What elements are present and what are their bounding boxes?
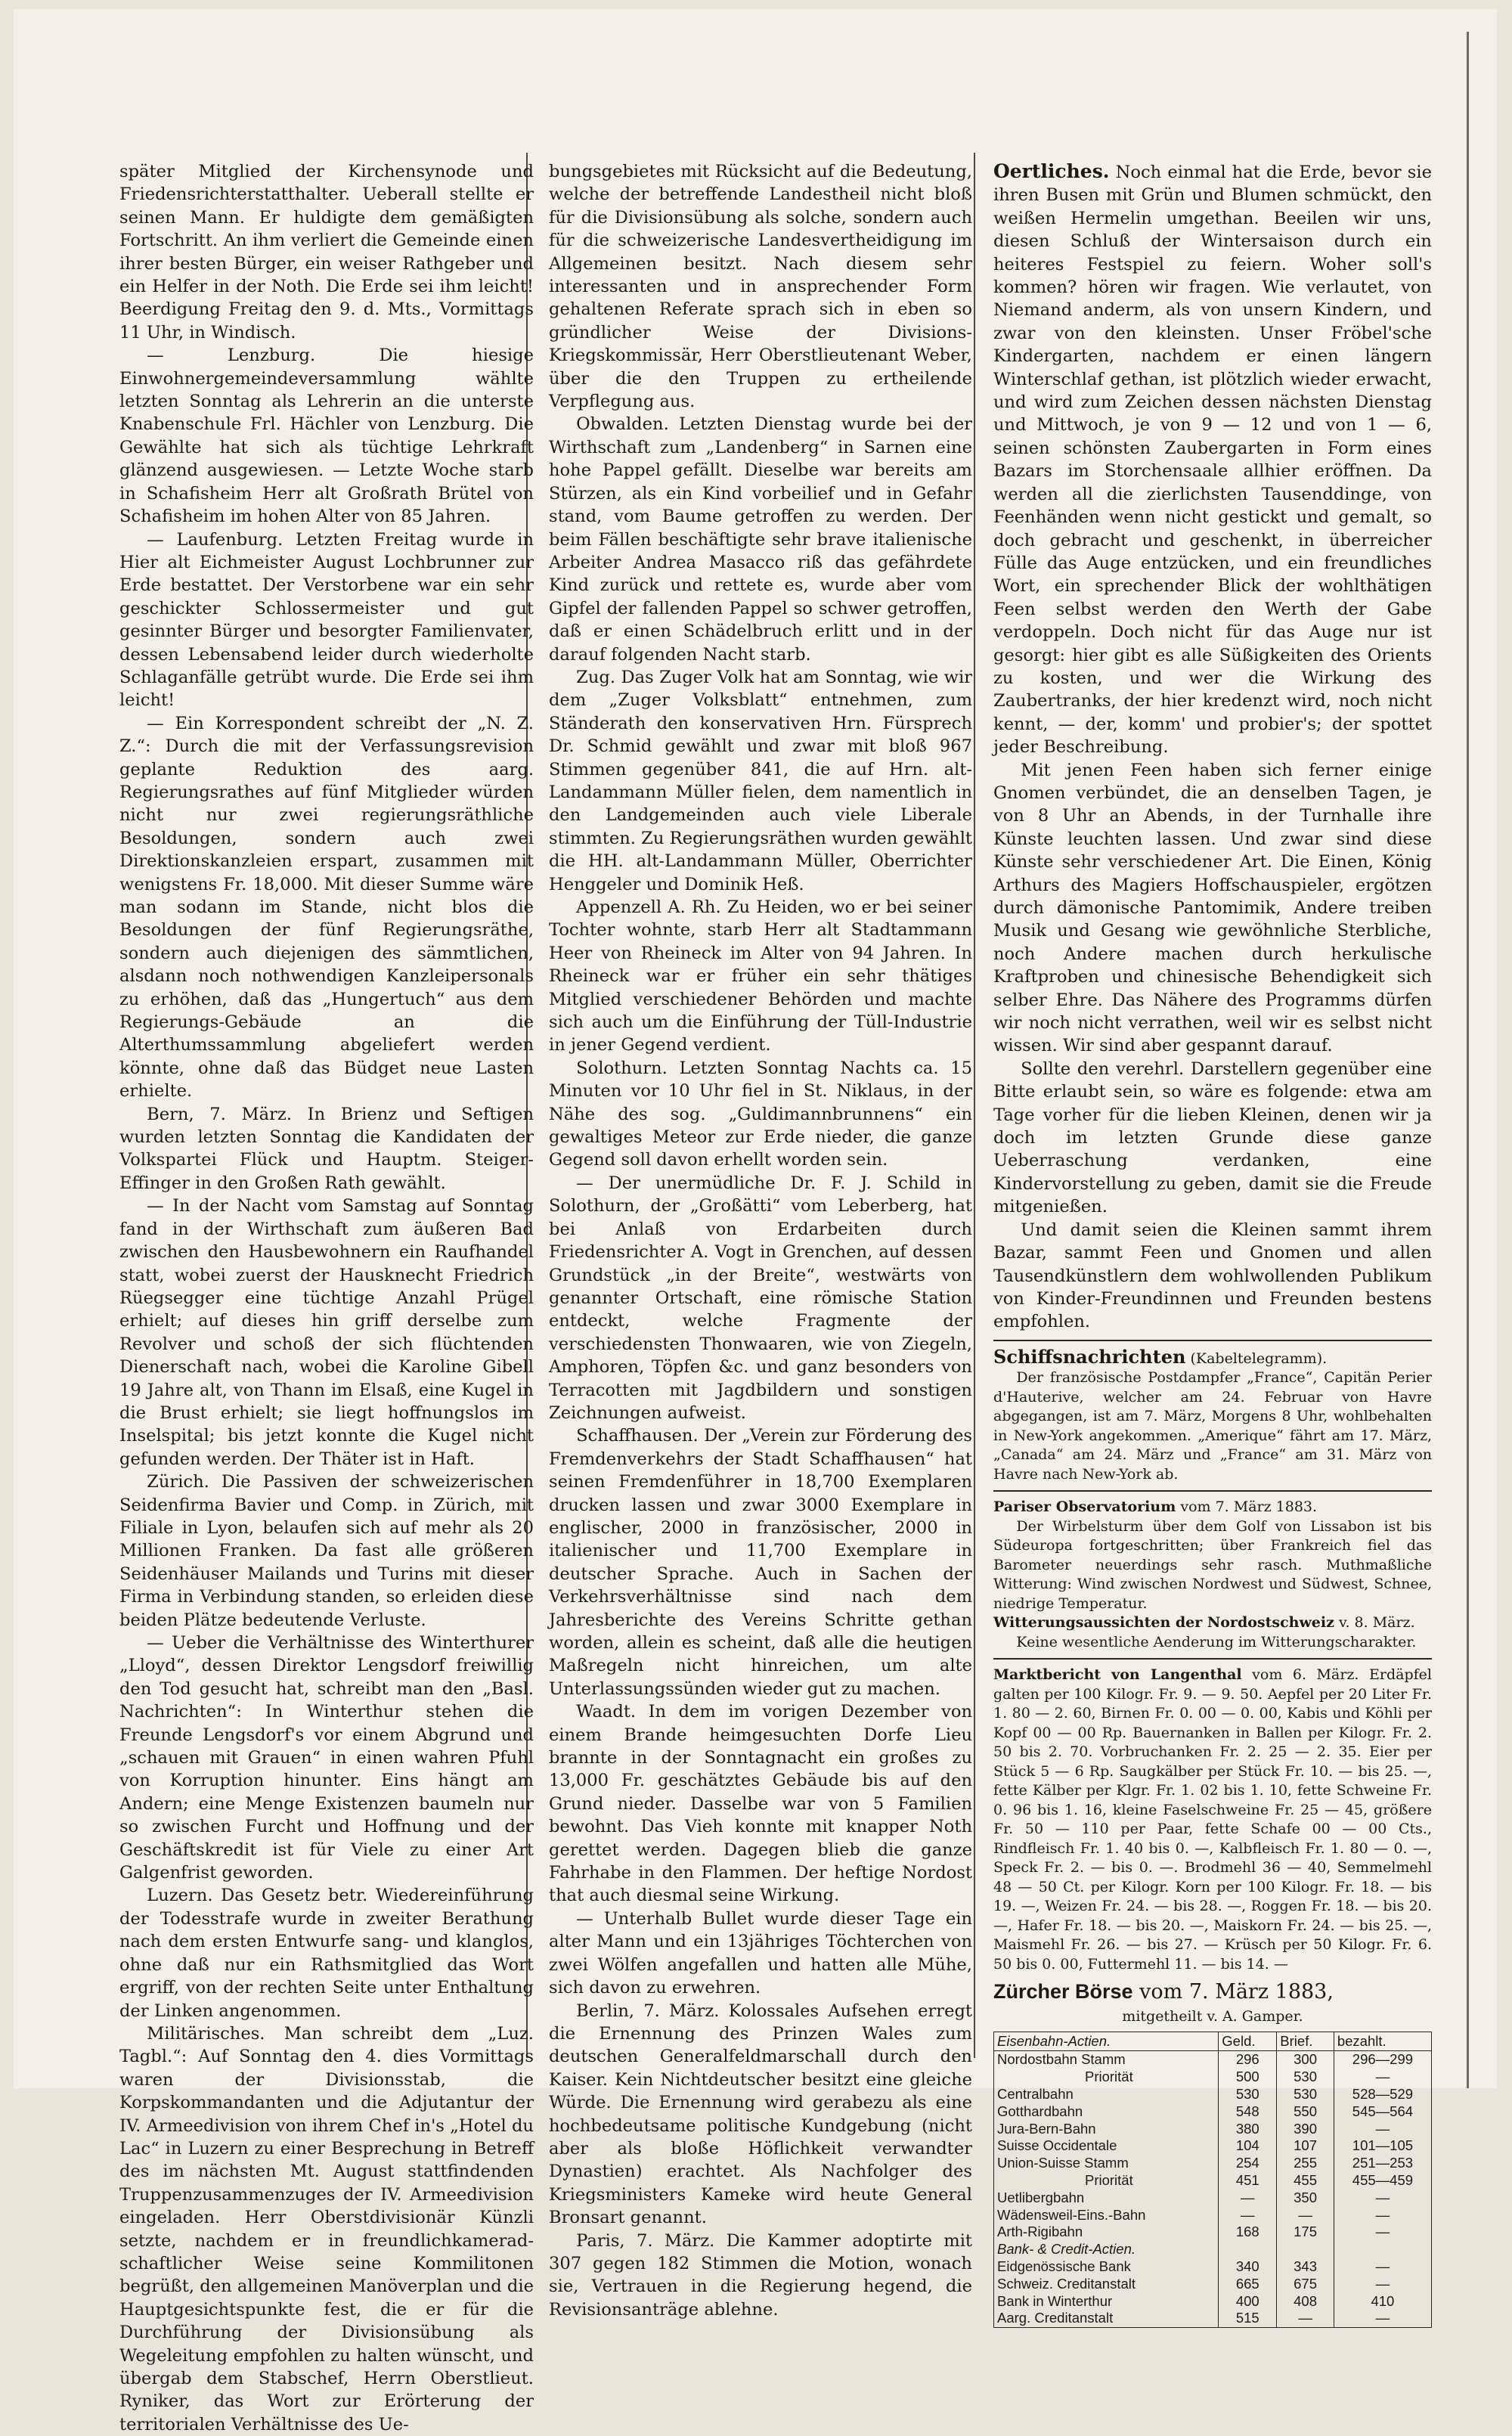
boerse-date: vom 7. März 1883, (1139, 1980, 1334, 2004)
article-lenzburg: — Lenzburg. Die hiesige Einwohnergemeindeversammlung wählte letzten Sonntag als Lehrerin an die unterste Knabenschule Frl. Hächler von Lenzburg. Die Gewählte hat sich als tüchtige Lehrkraft glänzend ausgewiesen. — Letzte Woche starb in Schafisheim Herr alt Großrath Brütel von Schafisheim im hohen Alter von 85 Jahren. (119, 346, 534, 527)
page-fold-line (1467, 32, 1469, 2088)
column-3 (993, 160, 1432, 2328)
boerse-cell-value: 408 (1277, 2293, 1334, 2310)
column-1 (119, 160, 534, 2436)
schiffsnachrichten (993, 1347, 1432, 1485)
boerse-heading (993, 1979, 1432, 2005)
article-solothurn: Solothurn. Letzten Sonntag Nachts ca. 15 Minuten vor 10 Uhr fiel in St. Niklaus, in der Nähe des sog. „Guldimannbrunnens“ ein gewaltiges Meteor zur Erde nieder, die ganze Gegend soll davon erhellt worden sein. (549, 1058, 972, 1170)
boerse-cell-value: 343 (1277, 2258, 1334, 2276)
column-2 (549, 160, 972, 2321)
boerse-cell-value: 515 (1219, 2310, 1277, 2327)
boerse-cell-value: 530 (1277, 2086, 1334, 2103)
boerse-title: Zürcher Börse (993, 1980, 1133, 2004)
article-appenzell: Appenzell A. Rh. Zu Heiden, wo er bei seiner Tochter wohnte, starb Herr alt Stadtammann Heer von Rheineck im Alter von 94 Jahren. In Rheineck war er früher ein sehr thätiges Mitglied verschiedener Behörden und machte sich auch um die Einführung der Tüll-Industrie in jener Gegend verdient. (549, 897, 972, 1055)
boerse-cell-value (1277, 2241, 1334, 2258)
boerse-cell-value: — (1334, 2310, 1431, 2327)
boerse-cell-value: — (1277, 2207, 1334, 2224)
pariser-observatorium (993, 1498, 1432, 1613)
boerse-cell-value: 528—529 (1334, 2086, 1431, 2103)
witterung-title: Witterungsaussichten der Nordostschweiz (993, 1614, 1334, 1632)
boerse-cell-value: 251—253 (1334, 2155, 1431, 2172)
table-row (994, 2155, 1432, 2172)
boerse-subtitle: mitgetheilt v. A. Gamper. (1122, 2008, 1303, 2025)
article-laufenburg: — Laufenburg. Letzten Freitag wurde in Hier alt Eichmeister August Lochbrunner zur Erde bestattet. Der Verstorbene war ein sehr geschickter Schlossermeister und gut gesinnter Bürger und besorgter Familienvater, dessen Lebensabend leider durch wiederholte Schlaganfälle getrübt wurde. Die Erde sei ihm leicht! (119, 529, 534, 711)
oertliches-text: Noch einmal hat die Erde, bevor sie ihren Busen mit Grün und Blumen schmückt, den weißen Hermelin umgethan. Beeilen wir uns, diesen Schluß der Wintersaison durch ein heiteres Festspiel zu feiern. Woher soll's kommen? hören wir fragen. Wie verlautet, von Niemand anderm, als von unsern Kindern, und zwar von den kleinsten. Unser Fröbel'sche Kindergarten, nachdem er einen längern Winterschlaf gethan, ist plötzlich wieder erwacht, und wird zum Zeichen dessen nächsten Dienstag und Mittwoch, je von 9 — 12 und von 1 — 6, seinen schönsten Zaubergarten in Form eines Bazars im Storchensaale allhier eröffnen. Da werden all die zierlichsten Tausenddinge, von Feenhänden wenn nicht gestickt und gemalt, so doch gebracht und geschenkt, in überreicher Fülle das Auge entzücken, und ein freundliches Wort, ein sprechender Blick der wohlthätigen Feen selbst werden den Werth der Gabe verdoppeln. Doch nicht für das Auge nur ist gesorgt: hier gibt es alle Süßigkeiten des Orients zu kosten, und wer die Wirkung des Zaubertranks, der hier kredenzt wird, noch nicht kennt, — der, komm' und probier's; der spottet jeder Beschreibung. (993, 163, 1433, 758)
article-waadt: Waadt. In dem im vorigen Dezember von einem Brande heimgesuchten Dorfe Lieu brannte in der Sonntagnacht ein großes zu 13,000 Fr. geschätztes Gebäude bis auf den Grund nieder. Dasselbe war von 5 Familien bewohnt. Das Vieh konnte mit knapper Noth gerettet werden. Dagegen blieb die ganze Fahrhabe in den Flammen. Der heftige Nordost that auch diesmal seine Wirkung. (549, 1702, 972, 1906)
article-bullet-woelfe: — Unterhalb Bullet wurde dieser Tage ein alter Mann und ein 13jähriges Töchterchen von zwei Wölfen angefallen und hatten alle Mühe, sich davon zu erwehren. (549, 1908, 972, 1998)
article-zuerich: Zürich. Die Passiven der schweizerischen Seidenfirma Bavier und Comp. in Zürich, mit Filiale in Lyon, belaufen sich auf mehr als 20 Millionen Franken. Da fast alle größeren Seidenhäuser Mailands und Turins mit dieser Firma in Verbindung standen, so erleiden diese beiden Plätze bedeutende Verluste. (119, 1472, 534, 1630)
table-row (994, 2137, 1432, 2155)
boerse-cell-value: 296—299 (1334, 2051, 1431, 2069)
boerse-cell-value: — (1334, 2190, 1431, 2207)
table-row (994, 2172, 1432, 2190)
boerse-cell-name: Gotthardbahn (994, 2103, 1219, 2121)
boerse-cell-name: Suisse Occidentale (994, 2137, 1219, 2155)
boerse-cell-value: 455 (1277, 2172, 1334, 2190)
table-row (994, 2276, 1432, 2293)
boerse-cell-value: 665 (1219, 2276, 1277, 2293)
boerse-cell-value: — (1219, 2190, 1277, 2207)
article-paragraph: später Mitglied der Kirchensynode und Friedensrichterstatthalter. Ueberall stellte er seinen Mann. Er huldigte dem gemäßigten Fortschritt. An ihm verliert die Gemeinde einen ihrer besten Bürger, ein weiser Rathgeber und ein Helfer in der Noth. Die Erde sei ihm leicht! Beerdigung Freitag den 9. d. Mts., Vormittags 11 Uhr, in Windisch. (119, 162, 534, 342)
boerse-cell-value: — (1277, 2310, 1334, 2327)
boerse-cell-value: 175 (1277, 2224, 1334, 2241)
boerse-col-name: Eisenbahn-Actien. (994, 2032, 1219, 2051)
table-row (994, 2051, 1432, 2069)
boerse-cell-value: 675 (1277, 2276, 1334, 2293)
boerse-cell-name: Arth-Rigibahn (994, 2224, 1219, 2241)
boerse-cell-value: 390 (1277, 2121, 1334, 2138)
boerse-col-bezahlt: bezahlt. (1334, 2032, 1431, 2051)
article-solothurn-schild: — Der unermüdliche Dr. F. J. Schild in Solothurn, der „Großätti“ vom Leberberg, hat bei Anlaß von Erdarbeiten durch Friedensrichter A. Vogt in Grenchen, auf dessen Grundstück „in der Breite“, westwärts von genannter Ortschaft, eine römische Station entdeckt, welche Fragmente der verschiedensten Thonwaaren, wie von Ziegeln, Amphoren, Töpfen &c. und ganz besonders von Terracotten mit Jagdbildern und sonstigen Zeichnungen aufweist. (549, 1173, 972, 1423)
article-berlin: Berlin, 7. März. Kolossales Aufsehen erregt die Ernennung des Prinzen Wales zum deutschen Generalfeldmarschall durch den Kaiser. Kein Nichtdeutscher besitzt eine gleiche Würde. Die Ernennung wird gerabezu als eine hochbedeutsame politische Kundgebung (nicht aber als bloße Höflichkeit verwandter Dynastien) erachtet. Als Nachfolger des Kriegsministers Kameke wird heute General Bronsart genannt. (549, 2001, 972, 2228)
boerse-cell-value: 548 (1219, 2103, 1277, 2121)
article-schaffhausen: Schaffhausen. Der „Verein zur Förderung des Fremdenverkehrs der Stadt Schaffhausen“ hat seinen Fremdenführer in 18,700 Exemplaren drucken lassen und zwar 3000 Exemplare in englischer, 2000 in französischer, 2000 in italienischer und 11,700 Exemplare in deutscher Sprache. Auch in Sachen der Verkehrsverhältnisse sind nach dem Jahresberichte des Vereins Schritte gethan worden, allein es scheint, daß alle die heutigen Maßregeln nicht hinreichen, um alte Unterlassungssünden wieder gut zu machen. (549, 1426, 972, 1699)
boerse-cell-name: Wädensweil-Eins.-Bahn (994, 2207, 1219, 2224)
boerse-cell-value: — (1334, 2207, 1431, 2224)
boerse-cell-value: 451 (1219, 2172, 1277, 2190)
observ-title: Pariser Observatorium (993, 1498, 1176, 1516)
table-row (994, 2121, 1432, 2138)
schiff-subtitle: (Kabeltelegramm). (1190, 1350, 1328, 1367)
boerse-cell-name: Jura-Bern-Bahn (994, 2121, 1219, 2138)
oertliches-paragraph: Und damit seien die Kleinen sammt ihrem Bazar, sammt Feen und Gnomen und allen Tausendkünstlern dem wohlwollenden Publikum von Kinder-Freundinnen und Freunden bestens empfohlen. (993, 1220, 1432, 1332)
boerse-cell-value: — (1334, 2276, 1431, 2293)
boerse-cell-value: 340 (1219, 2258, 1277, 2276)
witterung-text: Keine wesentliche Aenderung im Witterungscharakter. (1016, 1633, 1417, 1650)
boerse-cell-value: 530 (1277, 2069, 1334, 2086)
boerse-cell-value: — (1334, 2121, 1431, 2138)
observ-date: vom 7. März 1883. (1180, 1498, 1318, 1516)
boerse-cell-value: 296 (1219, 2051, 1277, 2069)
boerse-cell-name: Schweiz. Creditanstalt (994, 2276, 1219, 2293)
markt-text: Erdäpfel galten per 100 Kilogr. Fr. 9. — 9. 50. Aepfel per 20 Liter Fr. 1. 80 — 2. 60, Birnen Fr. 0. 00 — 0. 00, Kabis und Köhli per Kopf 00 — 00 Rp. Bauernanken in Ballen per Kilogr. Fr. 2. 50 bis 2. 70. Vorbruchanken Fr. 2. 25 — 2. 35. Eier per Stück 5 — 6 Rp. Saugkälber per Stück Fr. 10. — bis 25. —, fette Kälber per Klgr. Fr. 1. 02 bis 1. 10, fette Schweine Fr. 0. 96 bis 1. 16, kleine Faselschweine Fr. 25 — 45, größere Fr. 50 — 110 per Paar, fette Schafe 00 — 00 Cts., Rindfleisch Fr. 1. 40 bis 0. —, Kalbfleisch Fr. 1. 80 — 0. —, Speck Fr. 2. — bis 0. —. Brodmehl 36 — 40, Semmelmehl 48 — 50 Ct. per Kilogr. Korn per 100 Kilogr. Fr. 18. — bis 19. —, Weizen Fr. 24. — bis 28. —, Roggen Fr. 18. — bis 20. —, Hafer Fr. 18. — bis 20. —, Maiskorn Fr. 24. — bis 25. —, Maismehl Fr. 26. — bis 27. — Krüsch per 50 Kilogr. Fr. 6. 50 bis 0. 00, Futtermehl 11. — bis 14. — (993, 1666, 1432, 1973)
boerse-cell-value: — (1334, 2069, 1431, 2086)
article-bern-raufhandel: — In der Nacht vom Samstag auf Sonntag fand in der Wirthschaft zum äußeren Bad zwischen den Hausbewohnern ein Raufhandel statt, wobei zuerst der Hausknecht Friedrich Rüegsegger eine tüchtige Anzahl Prügel erhielt; auf dieses hin griff derselbe zum Revolver und schoß der sich flüchtenden Dienerschaft nach, wobei die Karoline Gibell 19 Jahre alt, von Thann im Elsaß, eine Kugel in die Brust erhielt; sie liegt hoffnungslos im Inselspital; bis jetzt konnte die Kugel nicht gefunden werden. Der Thäter ist in Haft. (119, 1196, 534, 1469)
observ-text: Der Wirbelsturm über dem Golf von Lissabon ist bis Südeuropa fortgeschritten; über Frankreich fiel das Barometer neuerdings sehr rasch. Muthmaßliche Witterung: Wind zwischen Nordwest und Südwest, Schnee, niedrige Temperatur. (993, 1517, 1432, 1612)
divider (993, 1658, 1432, 1660)
markt-title: Marktbericht von Langenthal (993, 1666, 1242, 1684)
boerse-cell-value: — (1334, 2224, 1431, 2241)
boerse-cell-value: 380 (1219, 2121, 1277, 2138)
newspaper-page (14, 9, 1497, 2434)
schiff-title: Schiffsnachrichten (993, 1345, 1186, 1368)
markt-date: vom 6. März. (1252, 1666, 1359, 1684)
boerse-cell-name: Bank in Winterthur (994, 2293, 1219, 2310)
boerse-cell-value: 107 (1277, 2137, 1334, 2155)
witterung-date: v. 8. März. (1338, 1614, 1415, 1632)
boerse-cell-value: 168 (1219, 2224, 1277, 2241)
boerse-cell-name: Union-Suisse Stamm (994, 2155, 1219, 2172)
section-heading-oertliches: Oertliches. (993, 160, 1110, 182)
witterungsaussichten (993, 1613, 1432, 1652)
article-winterthur-lloyd: — Ueber die Verhältnisse des Winterthurer „Lloyd“, dessen Direktor Lengsdorf freiwillig den Tod gesucht hat, schreibt man den „Basl. Nachrichten“: In Winterthur stehen die Freunde Lengsdorf's vor einem Abgrund und „schauen mit Grauen“ in einen wahren Pfuhl von Korruption hinunter. Eins hängt am Andern; eine Menge Existenzen baumeln nur so zwischen Furcht und Hoffnung und der Geschäftskredit ist für Viele zu einer Art Galgenfrist geworden. (119, 1633, 534, 1883)
table-row (994, 2224, 1432, 2241)
boerse-cell-name: Eidgenössische Bank (994, 2258, 1219, 2276)
article-zug: Zug. Das Zuger Volk hat am Sonntag, wie wir dem „Zuger Volksblatt“ entnehmen, zum Ständerath den konservativen Hrn. Fürsprech Dr. Schmid gewählt und zwar mit bloß 967 Stimmen gegenüber 841, die auf Hrn. alt-Landammann Müller fielen, dem namentlich in den Landgemeinden auch viele Liberale stimmten. Zu Regierungsräthen wurden gewählt die HH. alt-Landammann Müller, Oberrichter Henggeler und Dominik Heß. (549, 667, 972, 894)
marktbericht (993, 1666, 1432, 1974)
boerse-cell-value: 255 (1277, 2155, 1334, 2172)
boerse-table (993, 2032, 1432, 2329)
schiff-text: Der französische Postdampfer „France“, Capitän Perier d'Hauterive, welcher am 24. Februar von Havre abgegangen, ist am 7. März, Morgens 8 Uhr, wohlbehalten in New-York angekommen. „Amerique“ fährt am 17. März, „Canada“ am 24. März und „France“ am 31. März von Havre nach New-York ab. (993, 1369, 1432, 1483)
boerse-cell-name: Priorität (994, 2069, 1219, 2086)
boerse-cell-value (1219, 2241, 1277, 2258)
boerse-cell-value: 350 (1277, 2190, 1334, 2207)
table-row (994, 2258, 1432, 2276)
article-militaerisches: Militärisches. Man schreibt dem „Luz. Tagbl.“: Auf Sonntag den 4. dies Vormittags waren der Divisionsstab, die Korpskommandanten und die Adjutantur der IV. Armeedivision von ihrem Chef in's „Hotel du Lac“ in Luzern zu einer Besprechung in Betreff des im nächsten Mt. August stattfindenden Truppenzusammenzuges der IV. Armeedivision eingeladen. Herr Oberstdivisionär Künzli setzte, nachdem er in freundlichkameradschaftlicher Weise seine Kommilitonen begrüßt, den allgemeinen Manöverplan und die Hauptgesichtspunkte fest, die er für die Durchführung der Divisionsübung als Wegeleitung empfohlen zu halten wünscht, und übergab dem Stabschef, Herrn Oberstlieut. Ryniker, das Wort zur Erörterung der territorialen Verhältnisse des Ue- (119, 2023, 534, 2434)
boerse-cell-value: 300 (1277, 2051, 1334, 2069)
article-bern: Bern, 7. März. In Brienz und Seftigen wurden letzten Sonntag die Kandidaten der Volkspartei Flück und Hauptm. Steiger-Effinger in den Großen Rath gewählt. (119, 1104, 534, 1193)
table-row (994, 2086, 1432, 2103)
boerse-cell-value: 455—459 (1334, 2172, 1431, 2190)
table-row (994, 2241, 1432, 2258)
boerse-cell-value: 410 (1334, 2293, 1431, 2310)
boerse-col-geld: Geld. (1219, 2032, 1277, 2051)
boerse-col-brief: Brief. (1277, 2032, 1334, 2051)
table-row (994, 2190, 1432, 2207)
article-paris: Paris, 7. März. Die Kammer adoptirte mit 307 gegen 182 Stimmen die Motion, wonach sie, Vertrauen in die Regierung hegend, die Revisionsanträge ablehne. (549, 2230, 972, 2320)
boerse-cell-value: 545—564 (1334, 2103, 1431, 2121)
article-continuation: bungsgebietes mit Rücksicht auf die Bedeutung, welche der betreffende Landestheil nicht bloß für die Divisionsübung als solche, sondern auch für die schweizerische Landesvertheidigung im Allgemeinen besitzt. Nach diesem sehr interessanten und in ansprechender Form gehaltenen Referate sprach sich in eben so gründlicher Weise der Divisions-Kriegskommissär, Herr Oberstlieutenant Weber, über die den Truppen zu ertheilende Verpflegung aus. (549, 162, 972, 412)
divider (993, 1490, 1432, 1492)
boerse-cell-value: — (1334, 2258, 1431, 2276)
table-row (994, 2103, 1432, 2121)
boerse-cell-value: 101—105 (1334, 2137, 1431, 2155)
boerse-cell-value: 254 (1219, 2155, 1277, 2172)
boerse-cell-value: 400 (1219, 2293, 1277, 2310)
oertliches-paragraph: Mit jenen Feen haben sich ferner einige Gnomen verbündet, die an denselben Tagen, je von 8 Uhr an Abends, in der Turnhalle ihre Künste leuchten lassen. Und zwar sind diese Künste sehr verschiedener Art. Die Einen, König Arthurs des Magiers Hoffschauspieler, ergötzen durch dämonische Pantomimik, Andere treiben Musik und Gesang wie gewöhnliche Sterbliche, noch Andere machen durch herkulische Kraftproben und chinesische Behendigkeit sich selber Ehre. Das Nähere des Programms dürfen wir noch nicht verrathen, weil wir es selbst nicht wissen. Wir sind aber gespannt darauf. (993, 760, 1432, 1056)
boerse-cell-name: Priorität (994, 2172, 1219, 2190)
column-rule-2 (974, 153, 975, 2058)
boerse-cell-value: 550 (1277, 2103, 1334, 2121)
boerse-cell-value: 530 (1219, 2086, 1277, 2103)
divider (993, 1340, 1432, 1341)
boerse-cell-name: Bank- & Credit-Actien. (994, 2241, 1219, 2258)
boerse-cell-value: 104 (1219, 2137, 1277, 2155)
boerse-header-row (994, 2032, 1432, 2051)
boerse-cell-name: Nordostbahn Stamm (994, 2051, 1219, 2069)
article-luzern: Luzern. Das Gesetz betr. Wiedereinführung der Todesstrafe wurde in zweiter Berathung nach dem ersten Entwurfe sang- und klanglos, ohne daß nur ein Rathsmitglied das Wort ergriff, von der rechten Seite unter Enthaltung der Linken angenommen. (119, 1886, 534, 2021)
boerse-cell-value: 500 (1219, 2069, 1277, 2086)
article-obwalden: Obwalden. Letzten Dienstag wurde bei der Wirthschaft zum „Landenberg“ in Sarnen eine hohe Pappel gefällt. Dieselbe war bereits am Stürzen, als ein Kind vorbeilief und in Gefahr stand, vom Baume getroffen zu werden. Der beim Fällen beschäftigte sehr brave italienische Arbeiter Andrea Masacco riß das gefährdete Kind zurück und rettete es, wurde aber vom Gipfel der fallenden Pappel so schwer getroffen, daß er einen Schädelbruch erlitt und in der darauf folgenden Nacht starb. (549, 414, 972, 665)
boerse-cell-value: — (1219, 2207, 1277, 2224)
table-row (994, 2293, 1432, 2310)
boerse-cell-name: Uetlibergbahn (994, 2190, 1219, 2207)
boerse-cell-value (1334, 2241, 1431, 2258)
table-row (994, 2069, 1432, 2086)
boerse-cell-name: Centralbahn (994, 2086, 1219, 2103)
article-nzz-correspondent: — Ein Korrespondent schreibt der „N. Z. Z.“: Durch die mit der Verfassungsrevision geplante Reduktion des aarg. Regierungsrathes auf fünf Mitglieder würden nicht nur zwei regierungsräthliche Besoldungen, sondern auch zwei Direktionskanzleien erspart, zusammen mit wenigstens Fr. 18,000. Mit dieser Summe wäre man sodann im Stande, nicht blos die Besoldungen der fünf Regierungsräthe, sondern auch diejenigen des sämmtlichen, alsdann noch nothwendigen Kanzleipersonals zu erhöhen, daß das „Hungertuch“ aus dem Regierungs-Gebäude an die Alterthumssammlung abgeliefert werden könnte, ohne daß das Büdget neue Lasten erhielte. (119, 713, 534, 1102)
table-row (994, 2310, 1432, 2327)
oertliches-paragraph: Sollte den verehrl. Darstellern gegenüber eine Bitte erlaubt sein, so wäre es folgende: etwa am Tage vorher für die lieben Kleinen, denen wir ja doch im letzten Grunde diese ganze Ueberraschung verdanken, eine Kindervorstellung zu geben, damit sie die Freude mitgenießen. (993, 1058, 1432, 1217)
table-row (994, 2207, 1432, 2224)
boerse-cell-name: Aarg. Creditanstalt (994, 2310, 1219, 2327)
